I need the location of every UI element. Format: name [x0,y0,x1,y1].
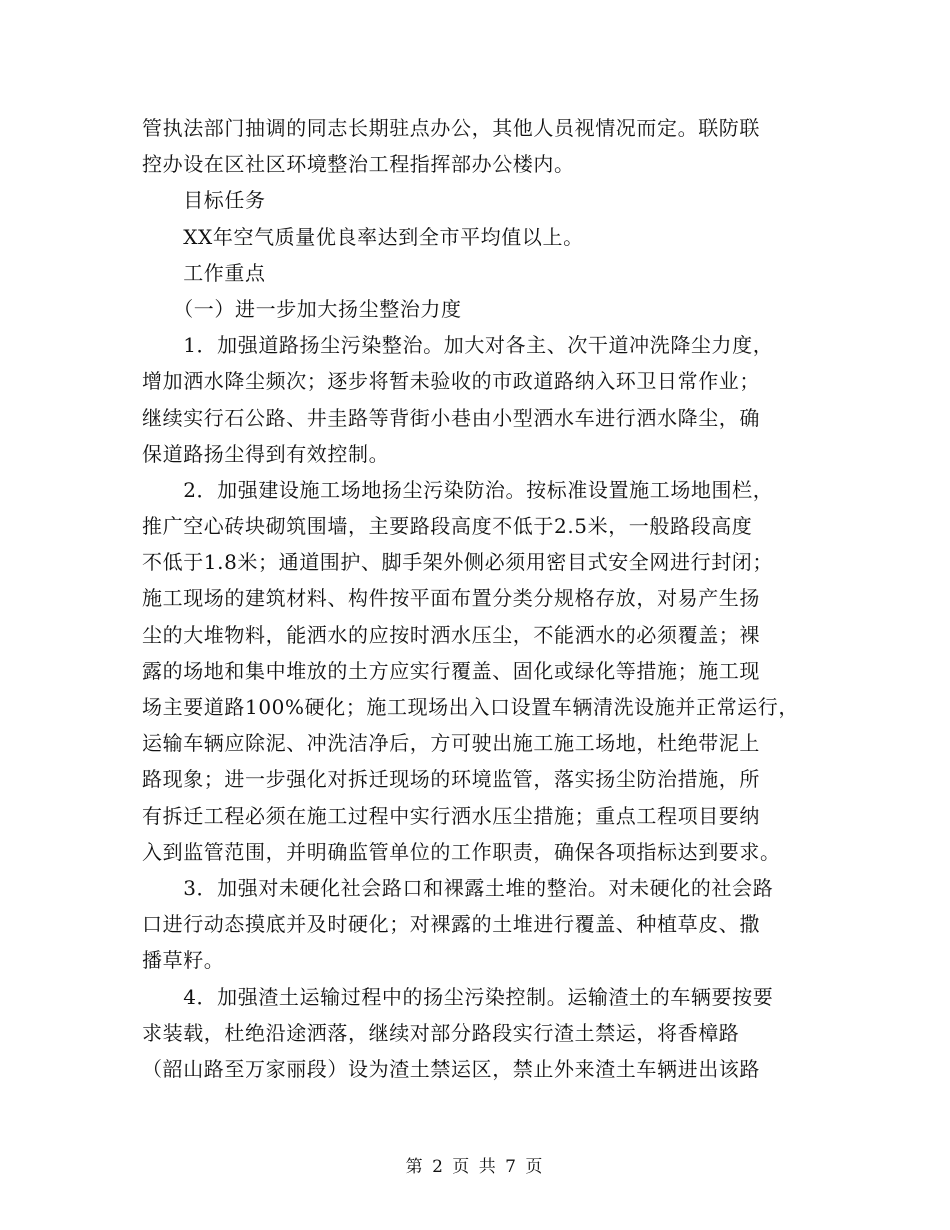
text-line: 路现象；进一步强化对拆迁现场的环境监管，落实扬尘防治措施，所 [142,767,760,792]
text-line: 保道路扬尘得到有效控制。 [142,441,390,466]
text-line: （韶山路至万家丽段）设为渣土禁运区，禁止外来渣土车辆进出该路 [142,1056,760,1081]
text-line: 3．加强对未硬化社会路口和裸露土堆的整治。对未硬化的社会路 [142,875,774,900]
text-line: 场主要道路100%硬化；施工现场出入口设置车辆清洗设施并正常运行， [142,695,799,719]
text-line: 口进行动态摸底并及时硬化；对裸露的土堆进行覆盖、种植草皮、撒 [142,912,760,937]
text-line: 2．加强建设施工场地扬尘污染防治。按标准设置施工场地围栏， [142,477,774,502]
text-line: 入到监管范围，并明确监管单位的工作职责，确保各项指标达到要求。 [142,839,781,864]
text-line: 尘的大堆物料，能洒水的应按时洒水压尘，不能洒水的必须覆盖；裸 [142,622,760,647]
text-line: 播草籽。 [142,948,225,973]
text-line: 增加洒水降尘频次；逐步将暂未验收的市政道路纳入环卫日常作业； [142,369,760,394]
text-line: 推广空心砖块砌筑围墙，主要路段高度不低于2.5米，一般路段高度 [142,514,753,539]
text-line: 求装载，杜绝沿途洒落，继续对部分路段实行渣土禁运，将香樟路 [142,1020,740,1045]
text-line: 管执法部门抽调的同志长期驻点办公，其他人员视情况而定。联防联 [142,116,760,140]
text-line: 不低于1.8米；通道围护、脚手架外侧必须用密目式安全网进行封闭； [142,550,774,575]
body-text [142,110,812,1087]
text-line: XX年空气质量优良率达到全市平均值以上。 [142,224,584,249]
section-heading: 目标任务 [142,188,266,213]
page-number-footer: 第 2 页 共 7 页 [405,1157,545,1177]
text-line: 露的场地和集中堆放的土方应实行覆盖、固化或绿化等措施；施工现 [142,658,760,683]
text-line: 控办设在区社区环境整治工程指挥部办公楼内。 [142,152,575,177]
subsection-heading: （一）进一步加大扬尘整治力度 [142,296,462,321]
section-heading: 工作重点 [142,260,266,285]
text-line: 1．加强道路扬尘污染整治。加大对各主、次干道冲洗降尘力度， [142,333,774,358]
text-line: 施工现场的建筑材料、构件按平面布置分类分规格存放，对易产生扬 [142,586,760,611]
text-line: 4．加强渣土运输过程中的扬尘污染控制。运输渣土的车辆要按要 [142,984,774,1009]
text-line: 有拆迁工程必须在施工过程中实行洒水压尘措施；重点工程项目要纳 [142,803,760,828]
text-line: 继续实行石公路、井圭路等背街小巷由小型洒水车进行洒水降尘，确 [142,405,760,430]
text-line: 运输车辆应除泥、冲洗洁净后，方可驶出施工施工场地，杜绝带泥上 [142,731,760,756]
